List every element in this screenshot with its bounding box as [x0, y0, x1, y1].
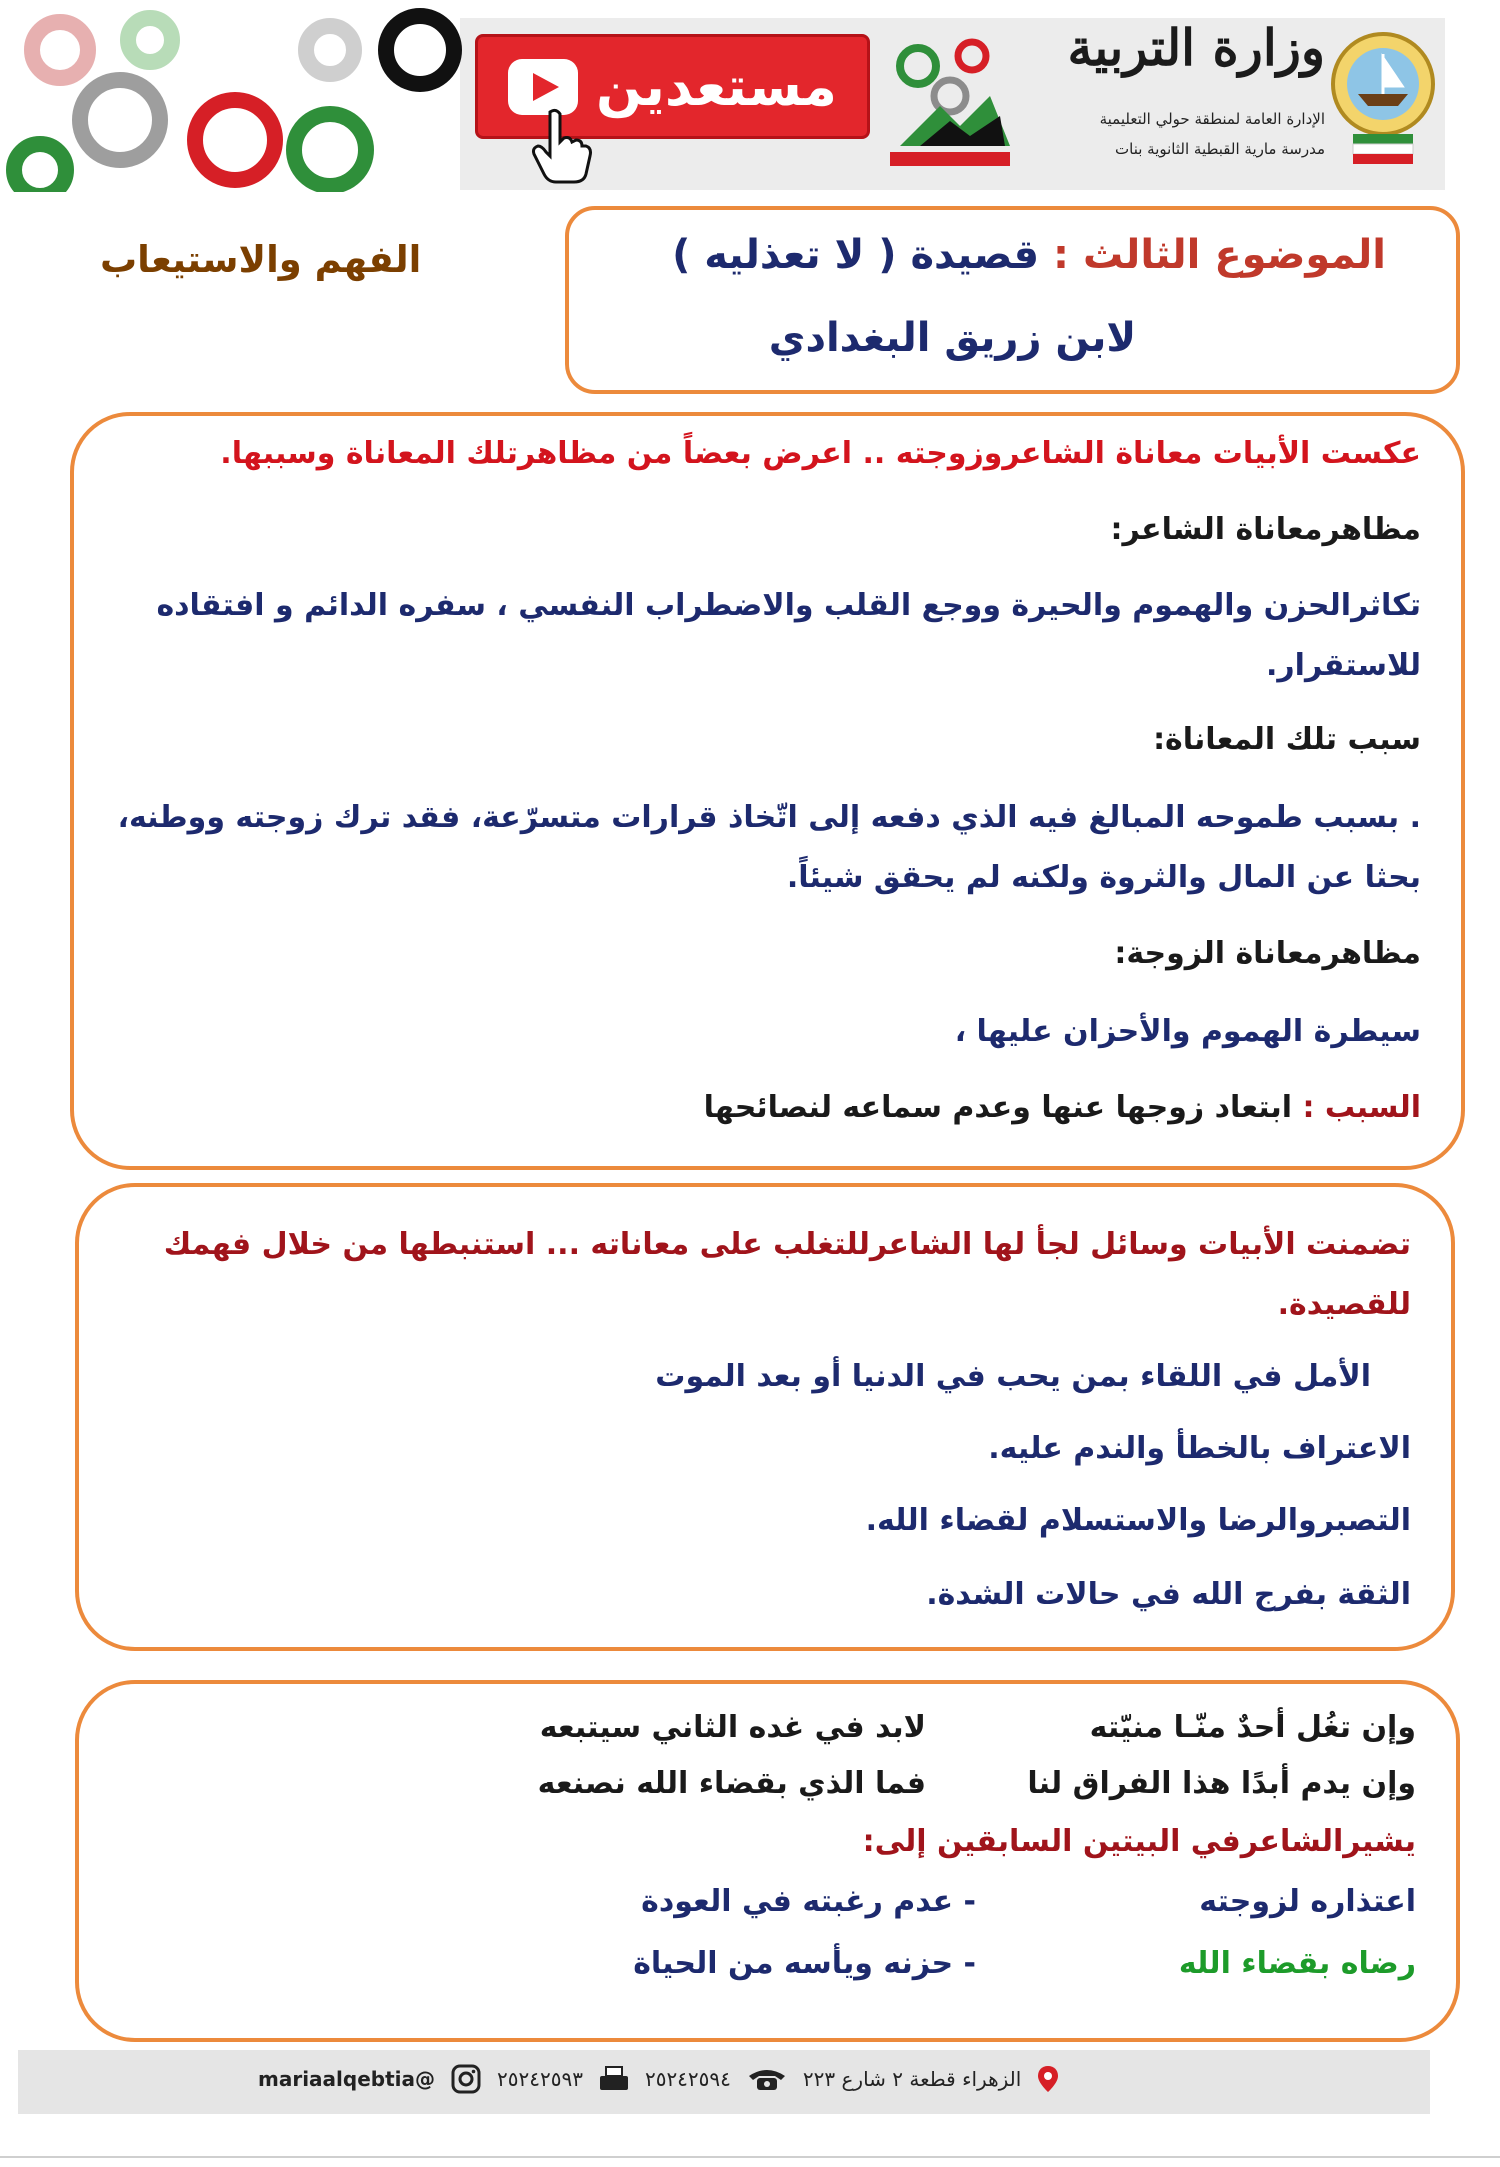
- youtube-label: مستعدين: [596, 55, 837, 118]
- option-apology[interactable]: اعتذاره لزوجته: [1199, 1884, 1416, 1919]
- heading-poet-suffering: مظاهرمعاناة الشاعر:: [1110, 512, 1421, 547]
- footer-instagram[interactable]: @mariaalqebtia: [258, 2067, 436, 2091]
- option-acceptance-correct[interactable]: رضاه بقضاء الله: [1178, 1946, 1416, 1981]
- heading-suffering-cause: سبب تلك المعاناة:: [1153, 722, 1421, 757]
- question-2-line-2: للقصيدة.: [1277, 1287, 1411, 1322]
- cause-text: ابتعاد زوجها عنها وعدم سماعه لنصائحها: [703, 1090, 1293, 1125]
- ministry-region: الإدارة العامة لمنطقة حولي التعليمية: [1099, 110, 1325, 128]
- header-banner: [0, 0, 1445, 192]
- topic-text: قصيدة ( لا تعذليه ): [672, 232, 1040, 278]
- bottom-divider: [0, 2156, 1500, 2158]
- location-pin-icon: [1037, 2065, 1059, 2093]
- topic-title-box: [565, 206, 1460, 394]
- verse-1-second-half: لابد في غده الثاني سيتبعه: [539, 1710, 926, 1745]
- coping-question-box: [75, 1183, 1455, 1651]
- option-despair[interactable]: - حزنه ويأسه من الحياة: [633, 1946, 976, 1981]
- cause-label: السبب :: [1302, 1090, 1421, 1125]
- answer-wife-suffering: سيطرة الهموم والأحزان عليها ،: [954, 1014, 1421, 1049]
- footer-phone: ٢٥٢٤٢٥٩٤: [644, 2067, 731, 2091]
- school-logo-icon: [880, 26, 1020, 176]
- suffering-question-box: [70, 412, 1465, 1170]
- answer-cause-2: بحثا عن المال والثروة ولكنه لم يحقق شيئاً.: [786, 860, 1421, 895]
- fax-icon: [599, 2066, 629, 2092]
- gears-decoration-icon: [0, 0, 470, 192]
- verse-2-second-half: فما الذي بقضاء الله نصنعه: [537, 1766, 926, 1801]
- answer-cause-1: . بسبب طموحه المبالغ فيه الذي دفعه إلى اتّخاذ قرارات متسرّعة، فقد ترك زوجته ووطنه،: [117, 800, 1421, 835]
- school-name: مدرسة مارية القبطية الثانوية بنات: [1115, 140, 1325, 158]
- answer-trust-god: الثقة بفرج الله في حالات الشدة.: [926, 1577, 1411, 1612]
- play-icon: [508, 59, 578, 115]
- question-3: يشيرالشاعرفي البيتين السابقين إلى:: [862, 1824, 1416, 1859]
- answer-patience: التصبروالرضا والاستسلام لقضاء الله.: [865, 1503, 1411, 1538]
- question-2-line-1: تضمنت الأبيات وسائل لجأ لها الشاعرللتغلب على معاناته ... استنبطها من خلال فهمك: [163, 1227, 1411, 1262]
- wife-cause-line: [704, 1090, 1421, 1125]
- topic-author: لابن زريق البغدادي: [768, 315, 1137, 361]
- footer-contacts: [258, 2064, 1059, 2094]
- kuwait-emblem-icon: [1328, 24, 1438, 174]
- heading-wife-suffering: مظاهرمعاناة الزوجة:: [1114, 936, 1421, 971]
- verse-1-first-half: وإن تغُل أحدٌ منّـا منيّته: [1089, 1710, 1416, 1745]
- verse-2-first-half: وإن يدم أبدًا هذا الفراق لنا: [1027, 1766, 1416, 1801]
- answer-poet-suffering-1: تكاثرالحزن والهموم والحيرة ووجع القلب والاضطراب النفسي ، سفره الدائم و افتقاده: [156, 588, 1421, 623]
- instagram-icon: [451, 2064, 481, 2094]
- answer-poet-suffering-2: للاستقرار.: [1266, 648, 1421, 683]
- footer-fax: ٢٥٢٤٢٥٩٣: [497, 2067, 583, 2091]
- option-no-return[interactable]: - عدم رغبته في العودة: [641, 1884, 976, 1919]
- section-label: الفهم والاستيعاب: [100, 238, 422, 281]
- footer-bar: [18, 2050, 1430, 2114]
- topic-title: [672, 232, 1386, 278]
- footer-address: الزهراء قطعة ٢ شارع ٢٢٣: [802, 2067, 1022, 2091]
- answer-admit-mistake: الاعتراف بالخطأ والندم عليه.: [988, 1431, 1411, 1466]
- ministry-name: وزارة التربية: [1067, 18, 1325, 77]
- phone-icon: [747, 2066, 787, 2092]
- answer-hope: الأمل في اللقاء بمن يحب في الدنيا أو بعد الموت: [655, 1359, 1371, 1394]
- question-1: عكست الأبيات معاناة الشاعروزوجته .. اعرض بعضاً من مظاهرتلك المعاناة وسببها.: [220, 436, 1421, 471]
- hand-cursor-icon: [530, 108, 594, 186]
- topic-label: الموضوع الثالث :: [1053, 232, 1386, 278]
- verses-question-box: [75, 1680, 1460, 2042]
